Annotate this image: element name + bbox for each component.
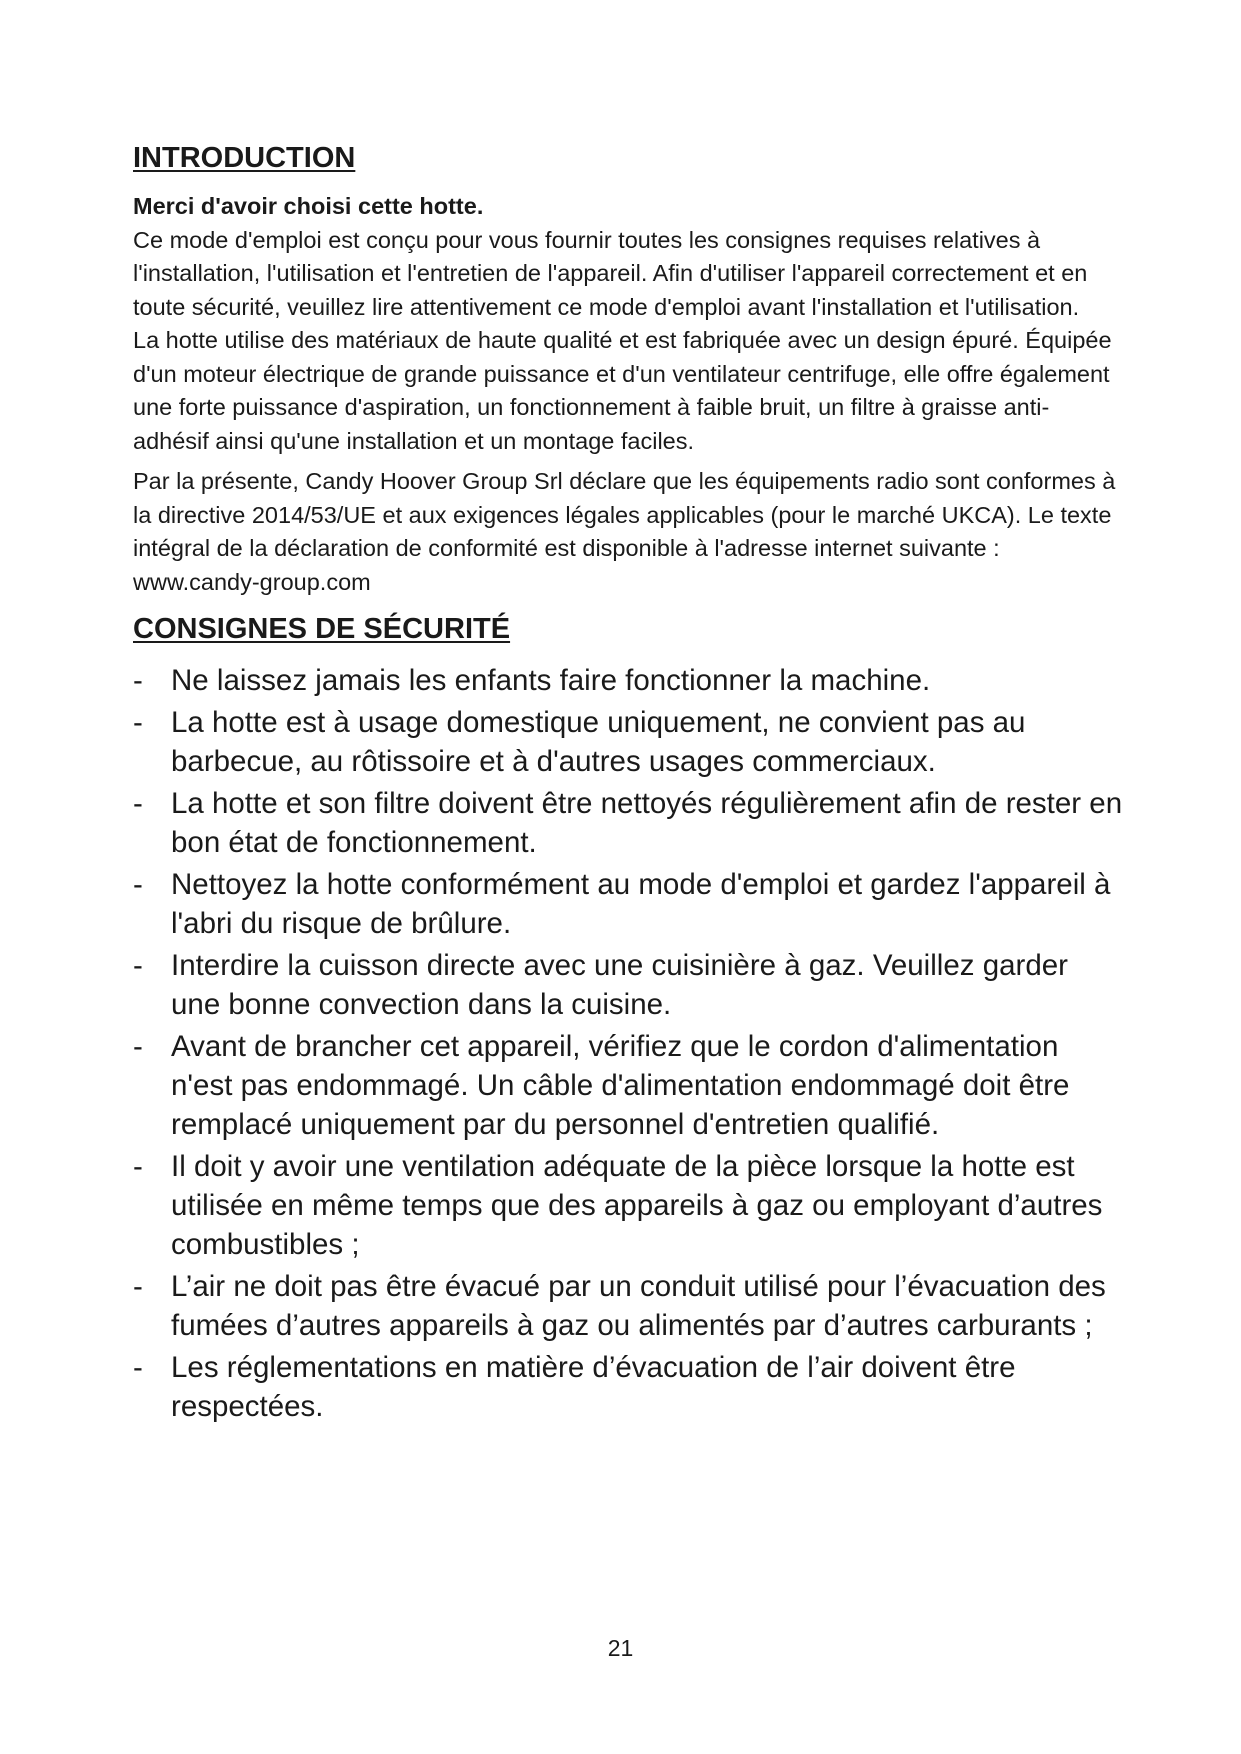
safety-item-text: La hotte est à usage domestique uniquement, ne convient pas au barbecue, au rôtissoire et à d'autres usages commerciaux. — [171, 706, 1026, 778]
list-dash: - — [133, 664, 143, 697]
safety-item-text: Nettoyez la hotte conformément au mode d'emploi et gardez l'appareil à l'abri du risque de brûlure. — [171, 868, 1111, 940]
safety-item-text: L’air ne doit pas être évacué par un conduit utilisé pour l’évacuation des fumées d’autres appareils à gaz ou alimentés par d’autres carburants ; — [171, 1270, 1106, 1342]
list-dash: - — [133, 949, 143, 982]
safety-item-text: Il doit y avoir une ventilation adéquate de la pièce lorsque la hotte est utilisée en même temps que des appareils à gaz ou employant d’autres combustibles ; — [171, 1150, 1103, 1261]
introduction-lead: Merci d'avoir choisi cette hotte. — [133, 193, 484, 219]
introduction-section — [133, 140, 1123, 599]
safety-item-text: Avant de brancher cet appareil, vérifiez que le cordon d'alimentation n'est pas endommagé. Un câble d'alimentation endommagé doit être remplacé uniquement par du personnel d'entretien qualifié. — [171, 1030, 1070, 1141]
safety-item — [133, 1267, 1123, 1345]
safety-item — [133, 1147, 1123, 1264]
list-dash: - — [133, 1270, 143, 1303]
safety-item — [133, 784, 1123, 862]
safety-item — [133, 1027, 1123, 1144]
safety-item — [133, 946, 1123, 1024]
list-dash: - — [133, 1030, 143, 1063]
introduction-paragraph-2: La hotte utilise des matériaux de haute qualité et est fabriquée avec un design épuré. Équipée d'un moteur électrique de grande puissance et d'un ventilateur centrifuge, elle offre également une forte puissance d'aspiration, un fonctionnement à faible bruit, un filtre à graisse anti-adhésif ainsi qu'une installation et un montage faciles. — [133, 327, 1112, 454]
list-dash: - — [133, 1150, 143, 1183]
safety-list — [133, 661, 1123, 1426]
safety-title: CONSIGNES DE SÉCURITÉ — [133, 613, 511, 645]
declaration-paragraph: Par la présente, Candy Hoover Group Srl déclare que les équipements radio sont conformes à la directive 2014/53/UE et aux exigences légales applicables (pour le marché UKCA). Le texte intégral de la déclaration de conformité est disponible à l'adresse internet suivante : www.candy-group.com — [133, 468, 1116, 595]
safety-item-text: Les réglementations en matière d’évacuation de l’air doivent être respectées. — [171, 1351, 1016, 1423]
list-dash: - — [133, 706, 143, 739]
introduction-title: INTRODUCTION — [133, 142, 356, 174]
safety-section — [133, 611, 1123, 1426]
safety-item — [133, 703, 1123, 781]
list-dash: - — [133, 868, 143, 901]
list-dash: - — [133, 1351, 143, 1384]
list-dash: - — [133, 787, 143, 820]
page-content — [133, 140, 1123, 1429]
safety-item-text: Ne laissez jamais les enfants faire fonctionner la machine. — [171, 664, 931, 697]
page-number: 21 — [607, 1635, 634, 1661]
safety-item — [133, 1348, 1123, 1426]
safety-item-text: La hotte et son filtre doivent être nettoyés régulièrement afin de rester en bon état de fonctionnement. — [171, 787, 1123, 859]
safety-item — [133, 661, 1123, 700]
safety-item — [133, 865, 1123, 943]
introduction-paragraph-1: Ce mode d'emploi est conçu pour vous fournir toutes les consignes requises relatives à l'installation, l'utilisation et l'entretien de l'appareil. Afin d'utiliser l'appareil correctement et en toute sécurité, veuillez lire attentivement ce mode d'emploi avant l'installation et l'utilisation. — [133, 226, 1088, 320]
safety-item-text: Interdire la cuisson directe avec une cuisinière à gaz. Veuillez garder une bonne convection dans la cuisine. — [171, 949, 1068, 1021]
